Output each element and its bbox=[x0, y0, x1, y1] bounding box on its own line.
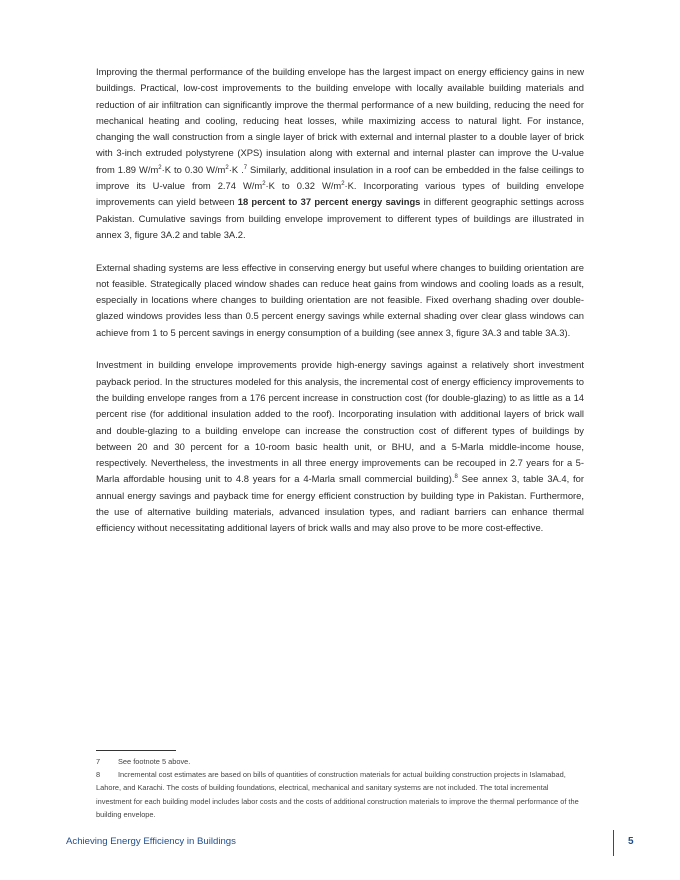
body-text bbox=[96, 64, 584, 553]
footer-divider bbox=[613, 830, 614, 856]
page-number: 5 bbox=[628, 836, 634, 847]
footnote-ref-7[interactable]: 7 bbox=[243, 164, 248, 171]
footnotes bbox=[96, 750, 584, 821]
paragraph-shading: External shading systems are less effective in conserving energy but useful where changes to building orientation are not feasible. Strategically placed window shades can reduce heat gains from windows and cooling loads as a result, especially in locations where changes to building orientation are not feasible. Fixed overhang shading over double-glazed windows provides less than 0.5 percent energy savings while external shading over clear glass windows can achieve from 1 to 5 percent savings in energy consumption of a building (see annex 3, figure 3A.3 and table 3A.3). bbox=[96, 261, 584, 338]
footnote-7: 7 See footnote 5 above. bbox=[96, 757, 191, 766]
paragraph-investment: Investment in building envelope improvements provide high-energy savings against a relatively short investment payback period. In the structures modeled for this analysis, the incremental cost of energy efficiency improvements to the building envelope ranges from a 176 percent increase in construction cost (for double-glazing) to as little as a 14 percent rise (for additional insulation added to the roof). Incorporating insulation with additional layers of brick wall and double-glazing to a building envelope can increase the construction cost of different types of buildings by between 20 and 30 percent for a 10-room basic health unit, or BHU, and a 5-Marla middle-income house, respectively. Nevertheless, the investments in all three energy improvements can be recouped in 2.7 years for a 5-Marla affordable housing unit to 4.8 years for a 4-Marla small commercial building).$^8$ See annex 3, table 3A.4, for annual energy savings and payback time for energy efficient construction by building type in Pakistan. Furthermore, the use of alternative building materials, advanced insulation types, and radiant barriers can enhance thermal efficiency without necessitating additional layers of brick walls and may also prove to be more cost-effective. bbox=[96, 359, 584, 534]
savings-highlight: 18 percent to 37 percent energy savings bbox=[237, 196, 421, 208]
footnote-ref-8[interactable]: 8 bbox=[454, 474, 458, 481]
footer-title: Achieving Energy Efficiency in Buildings bbox=[66, 836, 236, 847]
paragraph-envelope: Improving the thermal performance of the building envelope has the largest impact on energy efficiency gains in new buildings. Practical, low-cost improvements to the building envelope with locally available building materials and reduction of air infiltration can significantly improve the thermal performance of a new building, reducing the need for mechanical heating and cooling, reducing heat losses, while maximizing access to natural light. For instance, changing the wall construction from a single layer of brick with external and internal plaster to a double layer of brick with 3-inch extruded polystyrene (XPS) insulation along with external and internal plaster can improve the U-value from 1.89 $W/m^2\cdot K$ to 0.30 $W/m^2\cdot K$ .$^7$ Similarly, additional insulation in a roof can be embedded in the false ceilings to improve its U-value from 2.74 $W/m^2\cdot K$ to 0.32 $W/m^2\cdot K$. Incorporating various types of building envelope improvements can yield between 18 percent to 37 percent energy savings in different geographic settings across Pakistan. Cumulative savings from building envelope improvement to different types of buildings are illustrated in annex 3, figure 3A.2 and table 3A.2. bbox=[96, 66, 584, 240]
footnote-8: 8 Incremental cost estimates are based on bills of quantities of construction materials for actual building construction projects in Islamabad, Lahore, and Karachi. The costs of building foundations, electrical, mechanical and sanitary systems are not included. The total incremental investment for each building model includes labor costs and the costs of additional construction materials to improve the thermal performance of the building envelope. bbox=[96, 770, 579, 819]
footnote-divider bbox=[96, 750, 176, 751]
